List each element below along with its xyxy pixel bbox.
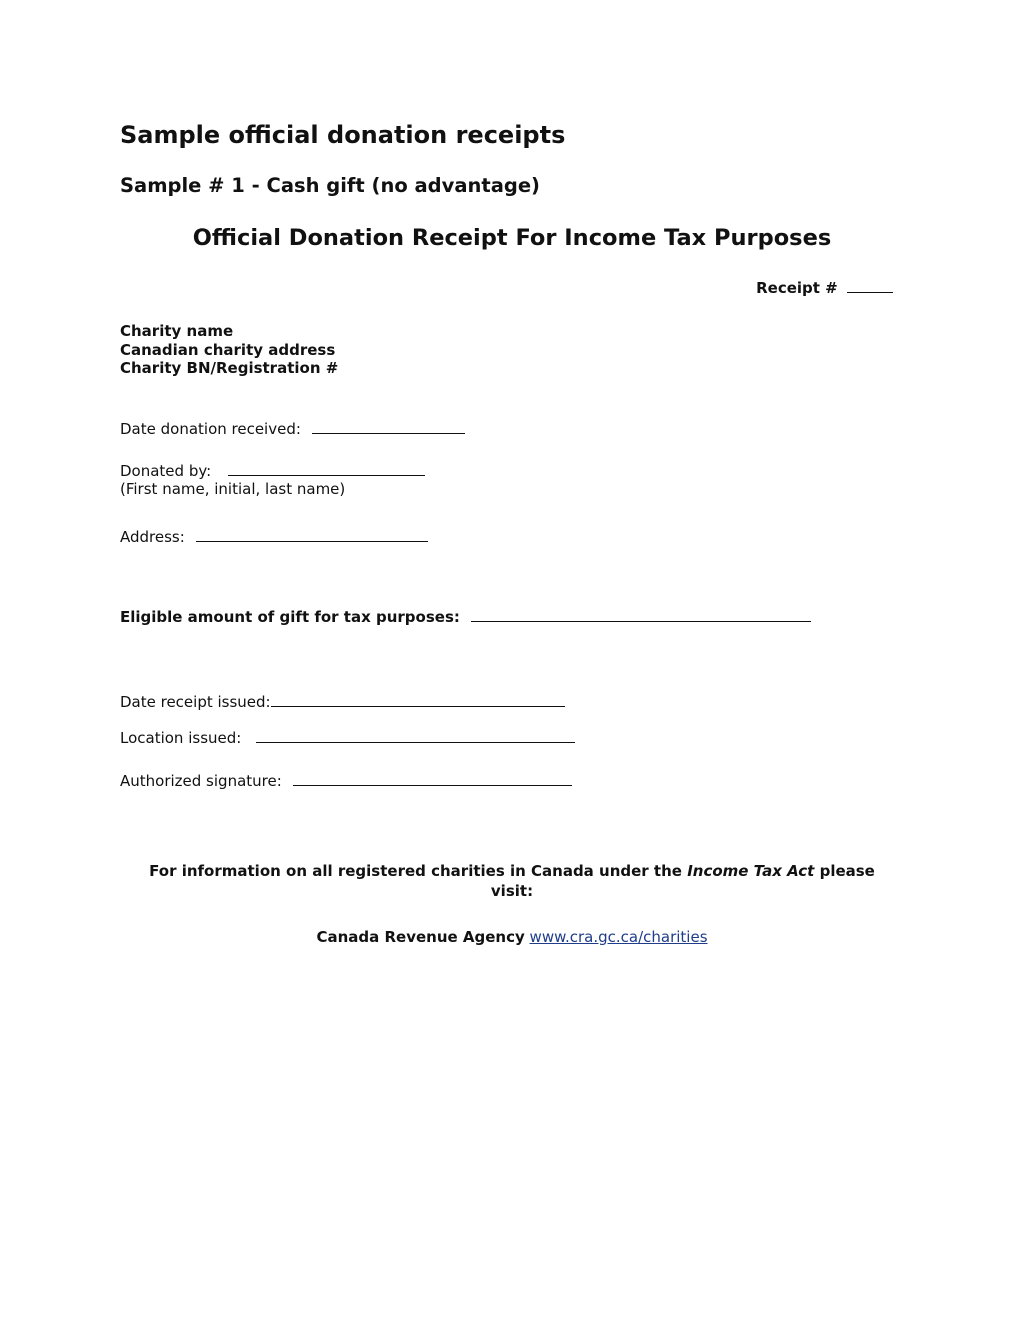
donated-by-hint: (First name, initial, last name): [120, 480, 346, 498]
eligible-amount-blank: [471, 607, 811, 622]
date-received-field: [120, 419, 465, 438]
agency-name: Canada Revenue Agency: [316, 928, 525, 946]
page-title: Sample official donation receipts: [120, 121, 566, 149]
date-issued-blank: [271, 692, 565, 707]
info-note: For information on all registered charities in Canada under the Income Tax Act please visit:: [149, 862, 875, 900]
donated-by-field: [120, 461, 425, 480]
date-issued-label: Date receipt issued:: [120, 693, 271, 711]
charities-link[interactable]: www.cra.gc.ca/charities: [529, 928, 708, 946]
charity-registration: Charity BN/Registration #: [120, 359, 339, 377]
agency-line: [0, 928, 1024, 946]
signature-field: [120, 771, 572, 790]
location-issued-blank: [256, 728, 575, 743]
info-text-start: For information on all registered charities in Canada under the: [149, 862, 682, 880]
eligible-amount-field: [120, 607, 811, 626]
date-received-label: Date donation received:: [120, 420, 301, 438]
date-received-blank: [312, 419, 465, 434]
location-issued-field: [120, 728, 575, 747]
donated-by-blank: [228, 461, 425, 476]
charity-address: Canadian charity address: [120, 340, 336, 359]
location-issued-label: Location issued:: [120, 729, 242, 747]
receipt-number: [756, 278, 893, 297]
income-tax-act: Income Tax Act: [687, 862, 815, 880]
eligible-amount-label: Eligible amount of gift for tax purposes:: [120, 608, 460, 626]
receipt-title: Official Donation Receipt For Income Tax Purposes: [192, 225, 832, 251]
receipt-number-label: Receipt #: [756, 279, 838, 297]
address-blank: [196, 527, 428, 542]
date-issued-field: [120, 692, 565, 711]
address-field: [120, 527, 428, 546]
sample-subtitle: Sample # 1 - Cash gift (no advantage): [120, 174, 540, 197]
donated-by-label: Donated by:: [120, 462, 212, 480]
charity-block: [120, 322, 338, 378]
address-label: Address:: [120, 528, 185, 546]
receipt-number-blank: [847, 278, 893, 293]
signature-label: Authorized signature:: [120, 772, 282, 790]
charity-name: Charity name: [120, 322, 234, 340]
signature-blank: [293, 771, 572, 786]
